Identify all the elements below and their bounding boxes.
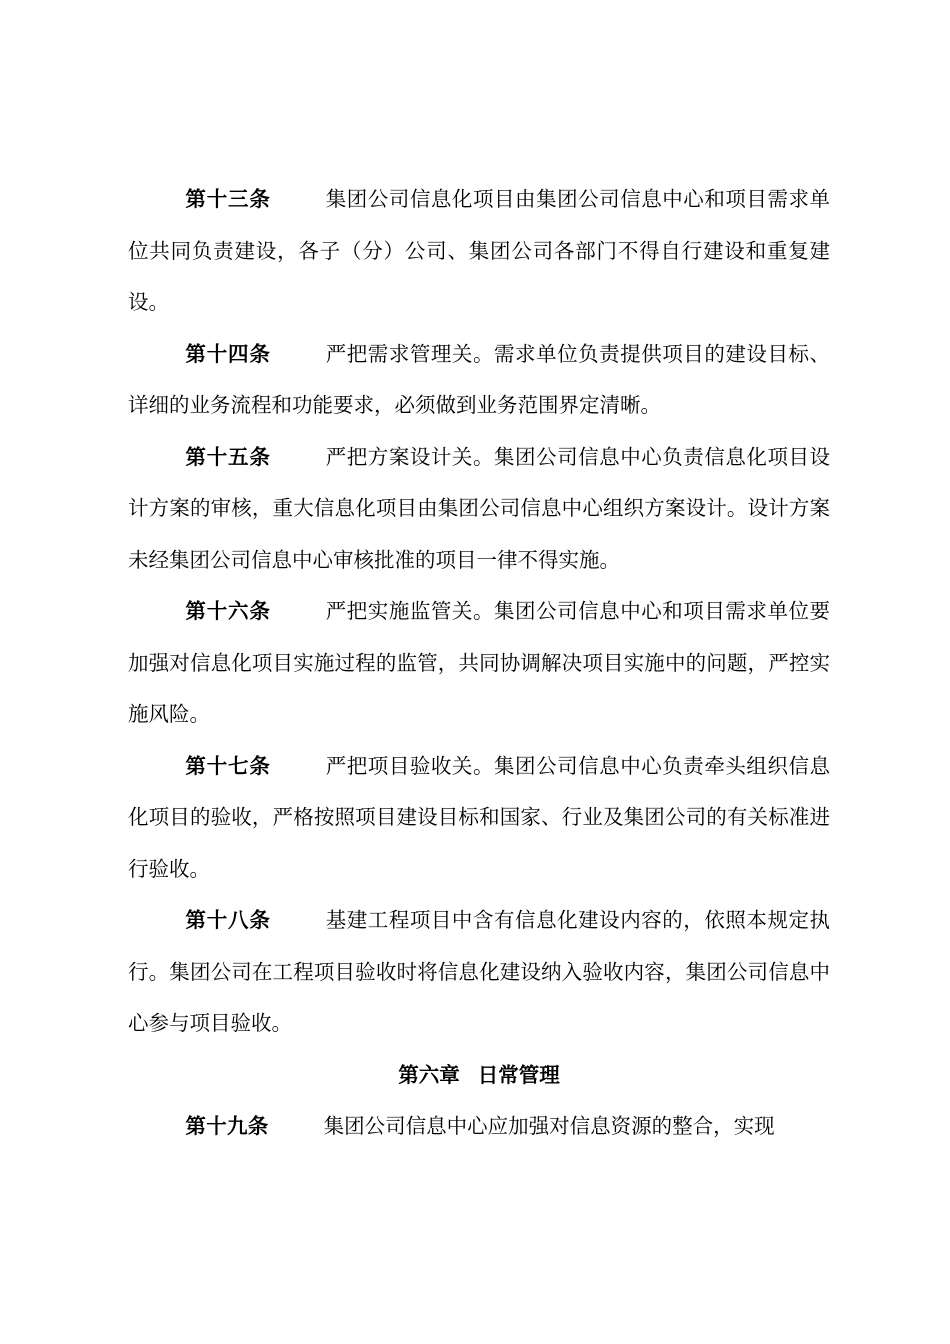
article-18 <box>128 895 830 1050</box>
article-label: 第十六条 <box>185 599 271 623</box>
article-17 <box>128 741 830 896</box>
document-body <box>128 174 830 1153</box>
chapter-title: 日常管理 <box>477 1062 560 1087</box>
article-16 <box>128 586 830 741</box>
article-text: 集团公司信息中心应加强对信息资源的整合，实现 <box>323 1114 775 1138</box>
article-13 <box>128 174 830 329</box>
article-text: 严把需求管理关。需求单位负责提供项目的建设目标、详细的业务流程和功能要求，必须做到业务范围界定清晰。 <box>128 341 831 417</box>
article-label: 第十七条 <box>185 753 271 778</box>
article-text: 严把项目验收关。集团公司信息中心负责牵头组织信息化项目的验收，严格按照项目建设目标和国家、行业及集团公司的有关标准进行验收。 <box>128 753 831 881</box>
chapter-number: 第六章 <box>398 1062 460 1087</box>
article-text: 基建工程项目中含有信息化建设内容的，依照本规定执行。集团公司在工程项目验收时将信息化建设纳入验收内容，集团公司信息中心参与项目验收。 <box>128 908 831 1035</box>
article-15 <box>128 432 830 587</box>
article-text: 集团公司信息化项目由集团公司信息中心和项目需求单位共同负责建设，各子（分）公司、集团公司各部门不得自行建设和重复建设。 <box>128 187 831 314</box>
article-text: 严把方案设计关。集团公司信息中心负责信息化项目设计方案的审核，重大信息化项目由集团公司信息中心组织方案设计。设计方案未经集团公司信息中心审核批准的项目一律不得实施。 <box>128 444 831 572</box>
chapter-heading <box>128 1050 830 1102</box>
article-label: 第十五条 <box>185 444 271 469</box>
article-text: 严把实施监管关。集团公司信息中心和项目需求单位要加强对信息化项目实施过程的监管，共同协调解决项目实施中的问题，严控实施风险。 <box>128 599 831 726</box>
article-label: 第十四条 <box>185 341 271 366</box>
article-label: 第十九条 <box>185 1114 269 1138</box>
article-19 <box>128 1101 830 1153</box>
article-label: 第十三条 <box>185 187 271 211</box>
article-label: 第十八条 <box>185 908 271 932</box>
article-14 <box>128 329 830 432</box>
